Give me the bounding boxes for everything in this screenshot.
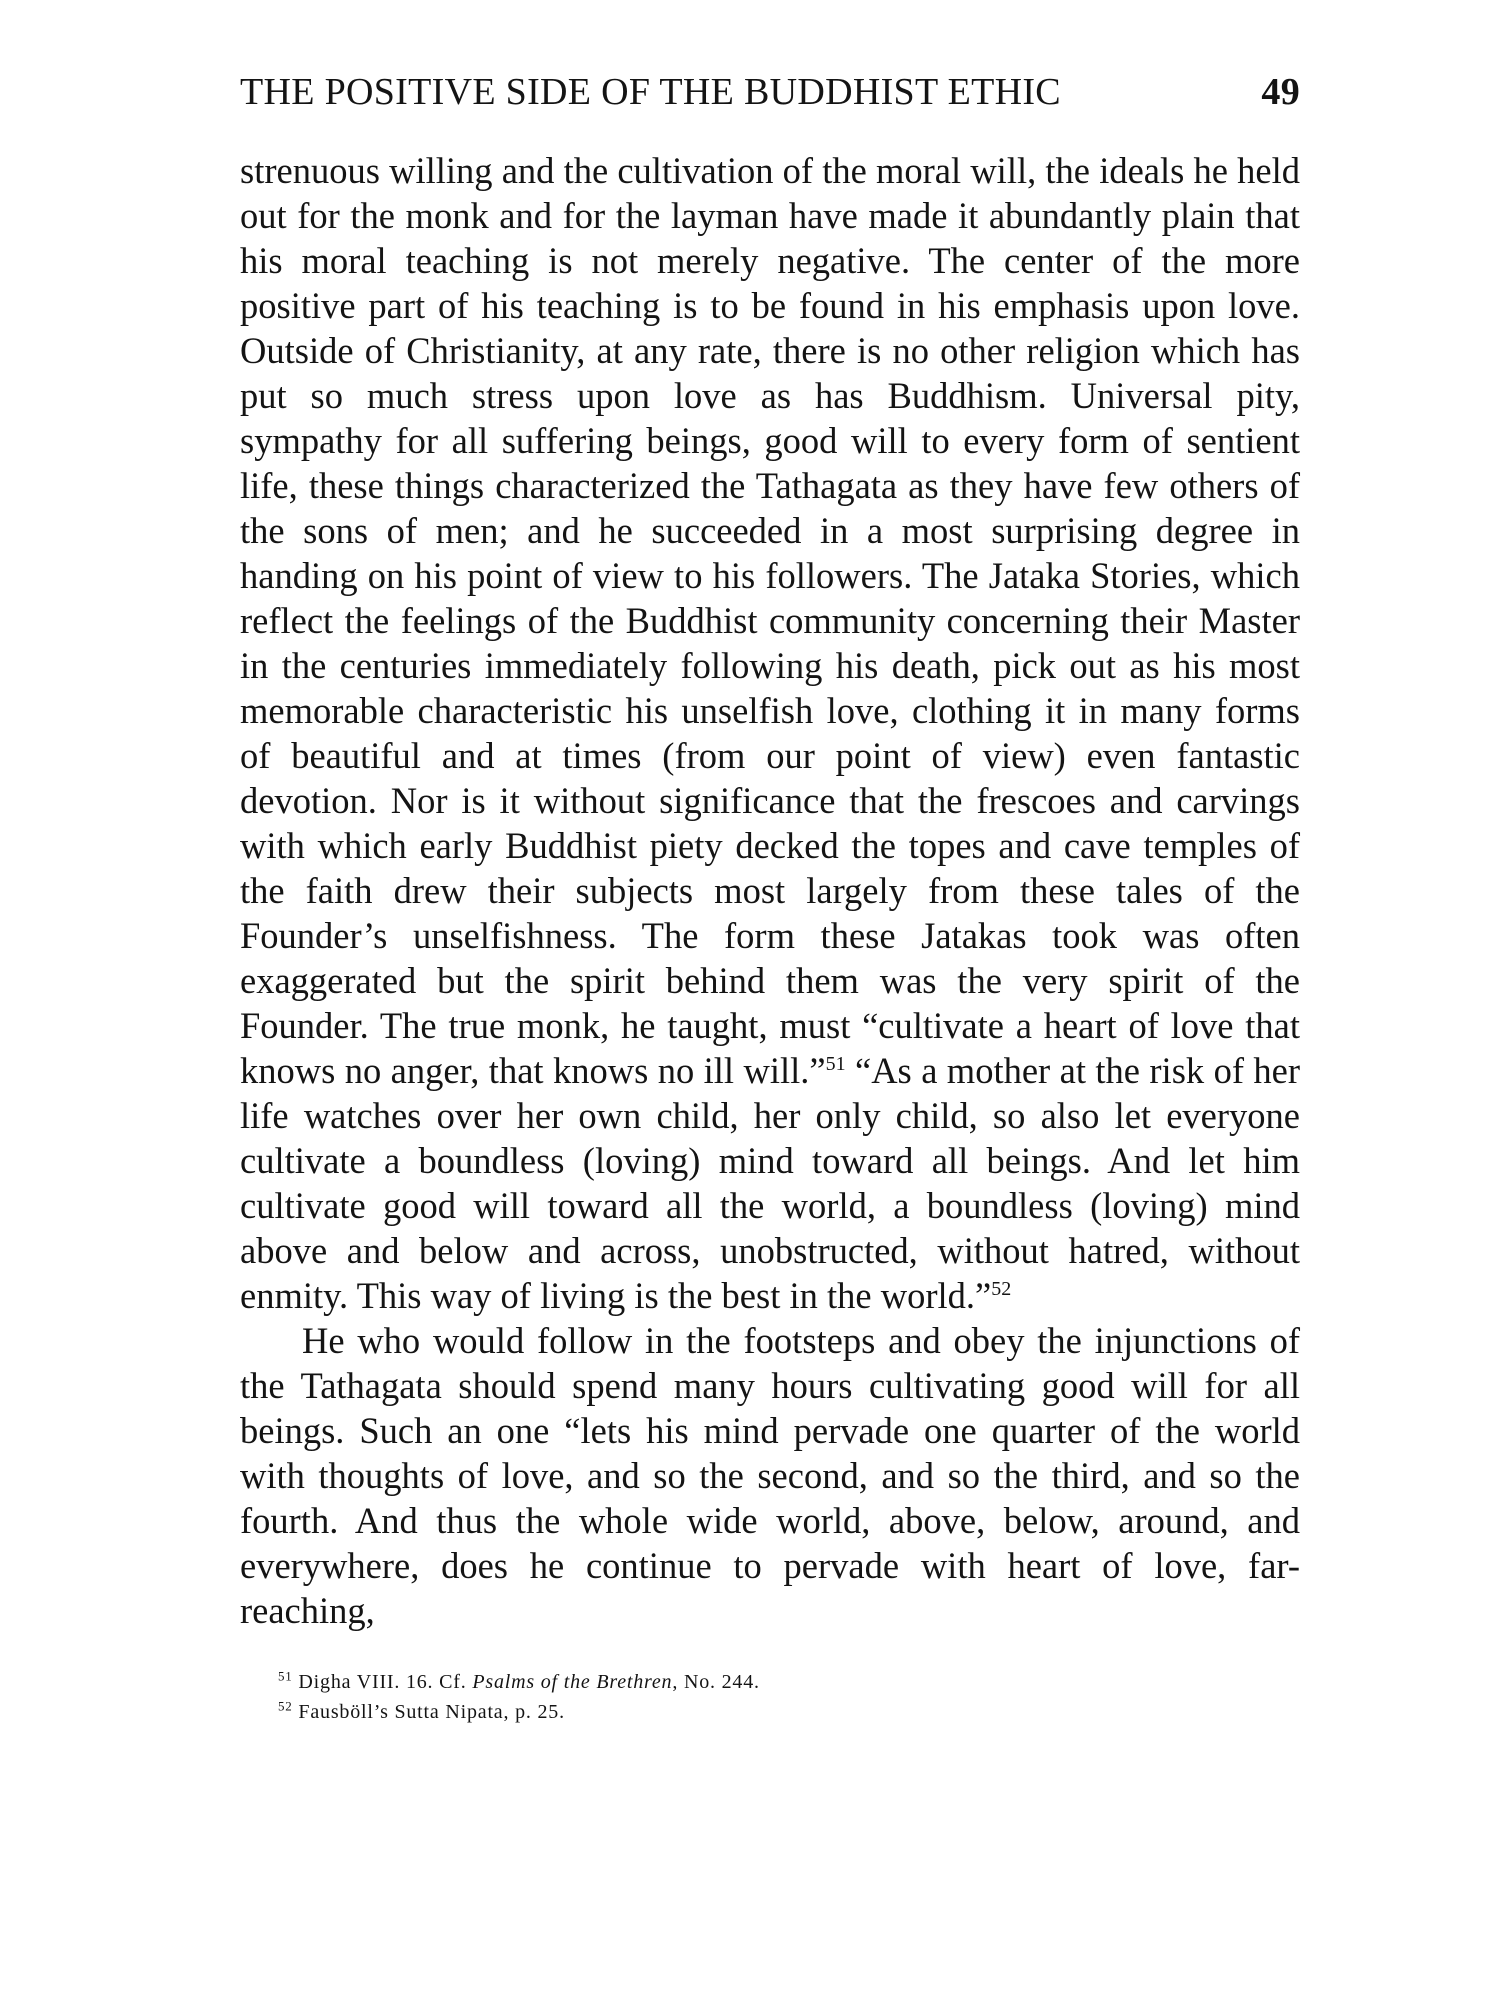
paragraph-1-part-2: “As a mother at the risk of her life watches over her own child, her only child, so also let everyone cultivate a boundless (loving) mind toward all beings. And let him cultivate good will toward all the world, a boundless (loving) mind above and below and across, unobstructed, without hatred, without enmity. This way of living is the best in the world.”	[240, 1050, 1301, 1316]
footnote-51-book-title: Psalms of the Brethren	[472, 1671, 673, 1693]
footnotes	[278, 1667, 1300, 1727]
footnote-51	[278, 1667, 1300, 1697]
footnote-52-text: Fausböll’s Sutta Nipata, p. 25.	[298, 1701, 565, 1723]
paragraph-1-part-1: strenuous willing and the cultivation of the moral will, the ideals he held out for the monk and for the layman have made it abundantly plain that his moral teaching is not merely negative. The center of the more positive part of his teaching is to be found in his emphasis upon love. Outside of Christianity, at any rate, there is no other religion which has put so much stress upon love as has Buddhism. Universal pity, sympathy for all suffering beings, good will to every form of sentient life, these things characterized the Tathagata as they have few others of the sons of men; and he succeeded in a most surprising degree in handing on his point of view to his followers. The Jataka Stories, which reflect the feelings of the Buddhist community concerning their Master in the centuries immediately following his death, pick out as his most memorable characteristic his unselfish love, clothing it in many forms of beautiful and at times (from our point of view) even fantastic devotion. Nor is it without significance that the frescoes and carvings with which early Buddhist piety decked the topes and cave temples of the faith drew their subjects most largely from these tales of the Founder’s unselfishness. The form these Jatakas took was often exaggerated but the spirit behind them was the very spirit of the Founder. The true monk, he taught, must “cultivate a heart of love that knows no anger, that knows no ill will.”	[240, 150, 1300, 1091]
footnote-ref-52: 52	[991, 1277, 1012, 1300]
footnote-marker: 51	[278, 1668, 293, 1684]
paragraph-2: He who would follow in the footsteps and obey the injunctions of the Tathagata should spend many hours cultivating good will for all beings. Such an one “lets his mind pervade one quarter of the world with thoughts of love, and so the second, and so the third, and so the fourth. And thus the whole wide world, above, below, around, and everywhere, does he continue to pervade with heart of love, far-reaching,	[240, 1320, 1300, 1631]
body-text	[240, 148, 1300, 1633]
footnote-marker: 52	[278, 1698, 293, 1714]
paragraph-1	[240, 148, 1300, 1318]
running-head-title: THE POSITIVE SIDE OF THE BUDDHIST ETHIC	[240, 71, 1061, 113]
footnote-ref-51: 51	[825, 1052, 846, 1075]
book-page	[240, 70, 1300, 1727]
running-head	[240, 70, 1300, 126]
footnote-51-text-a: Digha VIII. 16. Cf.	[298, 1671, 473, 1693]
footnote-52	[278, 1697, 1300, 1727]
page-number: 49	[1261, 71, 1300, 113]
footnote-51-text-b: , No. 244.	[672, 1671, 760, 1693]
